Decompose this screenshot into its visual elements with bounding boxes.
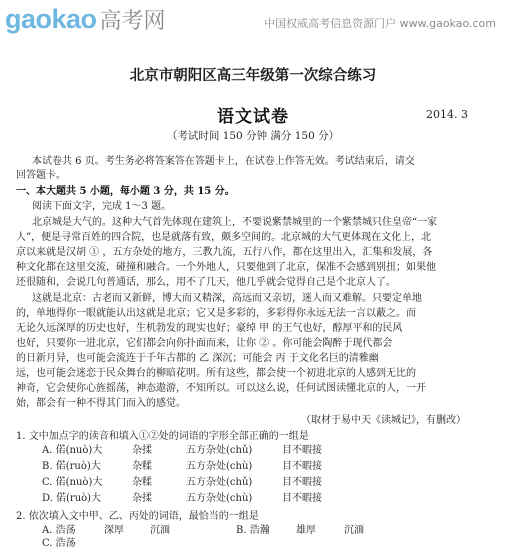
passage-line: 这就是北京：古老而又新鲜，博大而又精深，高远而又亲切，迷人而又难解。只要定单地 (32, 293, 422, 304)
q1-option-c-label: C. 偌(nuò)大 (42, 477, 103, 488)
q1-option-b-word1: 杂糅 (132, 461, 152, 472)
passage-line: 也好，只要你一进北京，它们都会向你扑面而来，让你 ② 。你可能会陶醉于现代都会 (16, 338, 393, 349)
q1-option-d-label: D. 偌(ruò)大 (42, 493, 102, 504)
q1-option-d-word2: 五方杂处(chù) (186, 493, 253, 504)
q1-option-d-word3: 目不暇接 (282, 493, 322, 504)
passage-line: 始，都会有一种不得其门而入的感觉。 (16, 398, 186, 409)
question-2-stem: 2. 依次填入文中甲、乙、丙处的词语，最恰当的一组是 (16, 511, 259, 522)
q2-option-b-word1: 雄厚 (296, 525, 316, 536)
passage-line: 远，也可能会迷恋于民众舞台的柳暗花明。所有这些，都会使一个初进北京的人感到无比的 (16, 368, 416, 379)
q1-option-c-word3: 目不暇接 (282, 477, 322, 488)
q1-option-a-label: A. 偌(nuò)大 (42, 445, 103, 456)
exam-paper (0, 40, 506, 541)
intro-line: 回答题卡。 (16, 170, 66, 181)
logo-chinese-text: 高考网 (99, 9, 166, 34)
q1-option-a-word2: 五方杂处(chǔ) (186, 445, 253, 456)
q2-option-b-word2: 沉湎 (344, 525, 364, 536)
q2-option-a-word2: 沉湎 (150, 525, 170, 536)
passage-line: 无论久远深厚的历史也好，生机勃发的现实也好；豪绰 甲 的王气也好，醇厚平和的民风 (16, 323, 403, 334)
q1-option-b-label: B. 偌(ruò)大 (42, 461, 101, 472)
intro-line: 本试卷共 6 页。考生务必将答案答在答题卡上，在试卷上作答无效。考试结束后，请交 (32, 156, 415, 167)
paper-subject: 语文试卷 (217, 107, 289, 127)
citation: （取材于易中天《读城记》，有删改） (301, 415, 466, 426)
passage-line: 人”，便是寻常百姓的四合院，也是就落有致，颇多空间的。北京城的大气更体现在文化上，北 (16, 232, 432, 243)
q1-option-b-word2: 五方杂处(chù) (186, 461, 253, 472)
q2-option-c-label: C. 浩荡 (42, 538, 76, 549)
exam-time-info: （考试时间 150 分钟 满分 150 分） (166, 130, 340, 142)
q2-option-a-word1: 深厚 (104, 525, 124, 536)
passage-line: 的，单地得你一眼就能认出这就是北京；它又是多彩的，多彩得你永远无法一言以蔽之。而 (16, 308, 416, 319)
site-header (0, 0, 506, 40)
question-1-stem: 1. 文中加点字的读音和填入①②处的词语的字形全部正确的一组是 (16, 431, 309, 442)
q1-option-c-word1: 杂糅 (132, 477, 152, 488)
passage-line: 神奇，它会使你心旌摇荡，神态遨游，不知所以。可以这么说，任何试图读懂北京的人，一开 (16, 383, 426, 394)
q1-option-a-word3: 目不暇接 (282, 445, 322, 456)
section-heading: 一、本大题共 5 小题，每小题 3 分，共 15 分。 (16, 186, 235, 197)
passage-line: 还很随和，会说几句普通话，那么，用不了几天，他几乎就会觉得自己是个北京人了。 (16, 277, 396, 288)
passage-line: 京以来就是汉胡 ① ，五方杂处的地方，三教九流，五行八作，都在这里出入，汇集和发展，各 (16, 247, 433, 258)
site-logo[interactable] (5, 4, 166, 35)
q1-option-d-word1: 杂揉 (132, 493, 152, 504)
reading-prompt: 阅读下面文字，完成 1～3 题。 (32, 201, 172, 212)
passage-line: 种文化都在这里交流，碰撞和融合。一个外地人，只要他到了北京，保准不会感到别扭；如果他 (16, 262, 436, 273)
paper-title: 北京市朝阳区高三年级第一次综合练习 (129, 67, 377, 84)
paper-date: 2014. 3 (426, 108, 468, 121)
q1-option-b-word3: 目不暇接 (282, 461, 322, 472)
passage-line: 北京城是大气的。这种大气首先体现在建筑上，不要说紫禁城里的一个紫禁城只住皇帝“一家 (32, 217, 438, 228)
q1-option-c-word2: 五方杂处(chǔ) (186, 477, 253, 488)
q2-option-a-label: A. 浩荡 (42, 525, 76, 536)
q1-option-a-word1: 杂揉 (132, 445, 152, 456)
passage-line: 的日新月异，也可能会流连于千年古都的 乙 深沉；可能会 丙 于文化名巨的清雅幽 (16, 353, 379, 364)
site-tagline: 中国权威高考信息资源门户 www.gaokao.com (264, 17, 496, 30)
logo-latin-text: gaokao (5, 4, 97, 34)
q2-option-b-label: B. 浩瀚 (236, 525, 270, 536)
